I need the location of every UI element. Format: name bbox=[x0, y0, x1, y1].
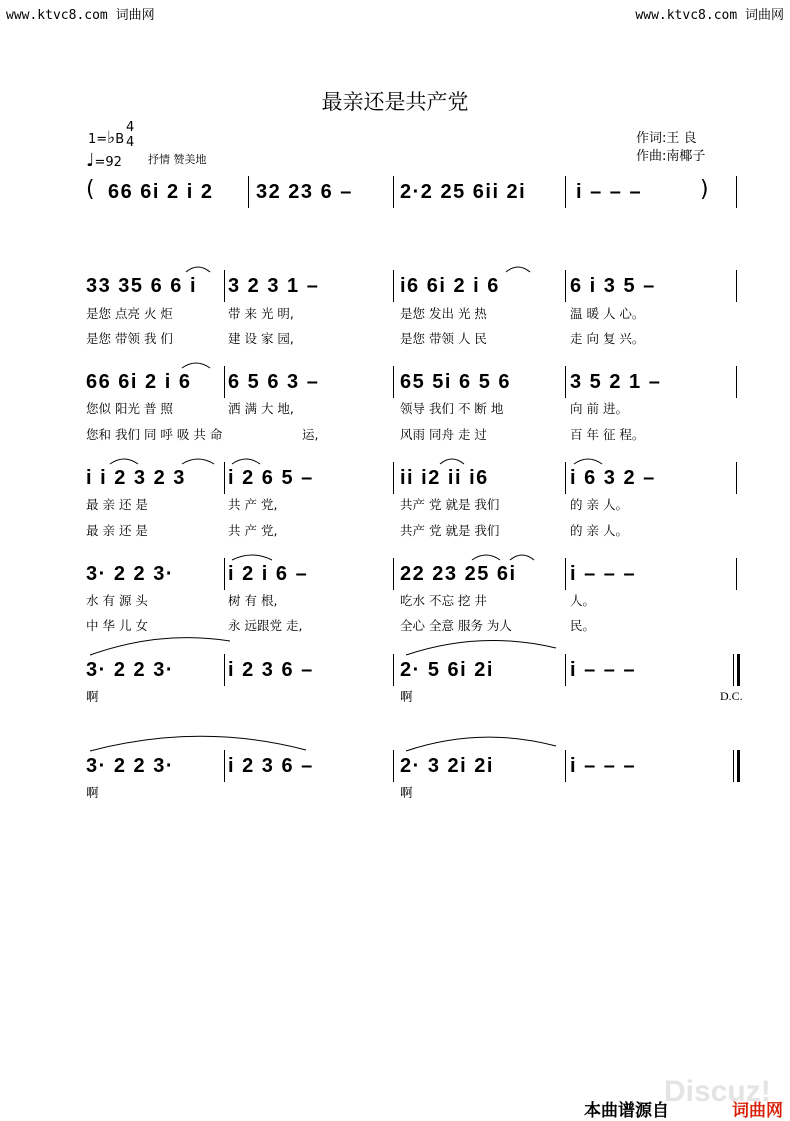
lyric: 中 华 儿 女 bbox=[86, 618, 148, 633]
lyric: 水 有 源 头 bbox=[86, 593, 148, 608]
lyric: 向 前 进。 bbox=[570, 401, 628, 416]
slur bbox=[406, 640, 556, 655]
lyric: 啊 bbox=[86, 785, 99, 800]
measure: i – – – bbox=[570, 755, 637, 777]
lyric: 啊 bbox=[400, 689, 413, 704]
measure: 65 5i 6 5 6 bbox=[400, 371, 512, 393]
key-prefix: 1= bbox=[88, 132, 108, 147]
time-top: 4 bbox=[126, 120, 135, 135]
lyricist: 作词:王 良 bbox=[636, 131, 697, 146]
lyric: 是您 点亮 火 炬 bbox=[86, 306, 173, 321]
footer-site-link[interactable]: 词曲网 bbox=[732, 1101, 783, 1121]
lyric: 百 年 征 程。 bbox=[570, 427, 645, 442]
lyric: 您似 阳光 普 照 bbox=[86, 401, 173, 416]
slur bbox=[510, 555, 534, 560]
footer-source: 本曲谱源自 bbox=[584, 1101, 669, 1121]
intro-open-paren: ( bbox=[86, 177, 95, 202]
slur bbox=[186, 267, 210, 272]
slur bbox=[90, 736, 306, 751]
measure: i i 2 3 2 3 bbox=[86, 467, 186, 489]
slur bbox=[182, 363, 210, 368]
measure: 2· 3 2i 2i bbox=[400, 755, 494, 777]
lyric: 风雨 同舟 走 过 bbox=[400, 427, 487, 442]
lyric: 民。 bbox=[570, 618, 596, 633]
measure: 22 23 25 6i bbox=[400, 563, 517, 585]
lyric: 永 远跟党 走, bbox=[228, 618, 303, 633]
intro-measure-2: 32 23 6 – bbox=[256, 181, 353, 203]
lyric: 是您 带领 人 民 bbox=[400, 331, 487, 346]
lyric: 共产 党 就是 我们 bbox=[400, 497, 500, 512]
composer: 作曲:南椰子 bbox=[636, 149, 706, 164]
lyric: 您和 我们 同 呼 吸 共 命 bbox=[86, 427, 223, 442]
dc-mark: D.C. bbox=[720, 689, 743, 703]
ghost-watermark: Discuz! bbox=[664, 1075, 771, 1108]
measure: i 2 3 6 – bbox=[228, 755, 314, 777]
intro-measure-3: 2·2 25 6ii 2i bbox=[400, 181, 527, 203]
slur bbox=[574, 459, 602, 464]
time-bottom: 4 bbox=[126, 135, 135, 150]
measure: i – – – bbox=[570, 659, 637, 681]
lyric: 啊 bbox=[86, 689, 99, 704]
slur bbox=[110, 459, 138, 464]
lyric: 的 亲 人。 bbox=[570, 497, 628, 512]
measure: i – – – bbox=[570, 563, 637, 585]
measure: 33 35 6 6 i bbox=[86, 275, 198, 297]
slur bbox=[440, 459, 464, 464]
measure: i 6 3 2 – bbox=[570, 467, 656, 489]
intro-measure-1: 66 6i 2 i 2 bbox=[108, 181, 214, 203]
song-title: 最亲还是共产党 bbox=[321, 90, 469, 114]
measure: 66 6i 2 i 6 bbox=[86, 371, 192, 393]
measure: ii i2 ii i6 bbox=[400, 467, 489, 489]
flat-sign: ♭ bbox=[107, 128, 116, 148]
measure: 2· 5 6i 2i bbox=[400, 659, 494, 681]
lyric: 共 产 党, bbox=[228, 523, 278, 538]
lyric: 共 产 党, bbox=[228, 497, 278, 512]
lyric: 吃水 不忘 挖 井 bbox=[400, 593, 487, 608]
watermark-right: www.ktvc8.com 词曲网 bbox=[635, 8, 784, 23]
measure: 6 i 3 5 – bbox=[570, 275, 656, 297]
measure: 6 5 6 3 – bbox=[228, 371, 320, 393]
slur bbox=[90, 638, 230, 655]
slur bbox=[472, 555, 500, 560]
slur bbox=[232, 459, 260, 464]
slur bbox=[506, 267, 530, 272]
measure: 3· 2 2 3· bbox=[86, 755, 174, 777]
lyric: 人。 bbox=[570, 593, 596, 608]
lyric: 领导 我们 不 断 地 bbox=[400, 401, 504, 416]
lyric: 走 向 复 兴。 bbox=[570, 331, 645, 346]
measure: i 2 3 6 – bbox=[228, 659, 314, 681]
lyric: 温 暖 人 心。 bbox=[570, 306, 645, 321]
lyric: 带 来 光 明, bbox=[228, 306, 294, 321]
measure: 3· 2 2 3· bbox=[86, 563, 174, 585]
watermark-left: www.ktvc8.com 词曲网 bbox=[6, 8, 155, 23]
lyric: 最 亲 还 是 bbox=[86, 523, 148, 538]
key-note: B bbox=[115, 132, 125, 147]
lyric: 的 亲 人。 bbox=[570, 523, 628, 538]
measure: 3 2 3 1 – bbox=[228, 275, 320, 297]
expression-mark: 抒情 赞美地 bbox=[148, 153, 207, 166]
measure: 3· 2 2 3· bbox=[86, 659, 174, 681]
lyric: 是您 发出 光 热 bbox=[400, 306, 487, 321]
measure: i 2 6 5 – bbox=[228, 467, 314, 489]
tempo-value: =92 bbox=[94, 155, 122, 170]
lyric: 树 有 根, bbox=[228, 593, 278, 608]
lyric: 最 亲 还 是 bbox=[86, 497, 148, 512]
slur bbox=[182, 459, 214, 464]
measure: i 2 i 6 – bbox=[228, 563, 309, 585]
lyric: 洒 满 大 地, bbox=[228, 401, 294, 416]
measure: i6 6i 2 i 6 bbox=[400, 275, 500, 297]
lyric: 建 设 家 园, bbox=[228, 331, 294, 346]
lyric: 啊 bbox=[400, 785, 413, 800]
measure: 3 5 2 1 – bbox=[570, 371, 662, 393]
slur bbox=[406, 737, 556, 751]
lyric: 全心 全意 服务 为人 bbox=[400, 618, 512, 633]
lyric: 是您 带领 我 们 bbox=[86, 331, 173, 346]
quarter-note-icon: ♩ bbox=[86, 150, 95, 171]
intro-close-paren: ) bbox=[700, 177, 709, 202]
lyric: 共产 党 就是 我们 bbox=[400, 523, 500, 538]
lyric: 运, bbox=[302, 427, 319, 442]
intro-measure-4: i – – – bbox=[576, 181, 643, 203]
slur bbox=[232, 555, 272, 560]
